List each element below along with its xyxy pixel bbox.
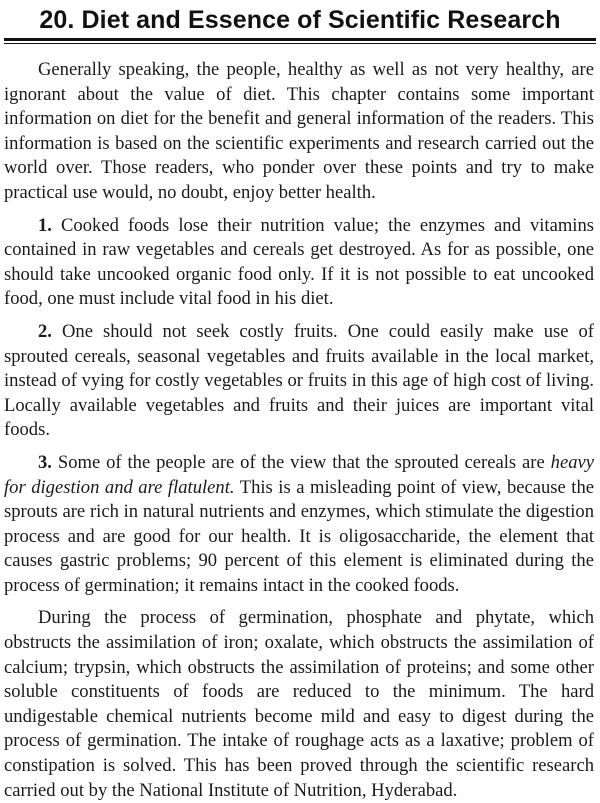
chapter-title: 20. Diet and Essence of Scientific Research xyxy=(39,6,561,34)
point-2-paragraph xyxy=(4,320,594,443)
point-3-number: 3. xyxy=(38,451,52,473)
intro-paragraph xyxy=(4,58,594,206)
germination-paragraph xyxy=(4,606,594,803)
chapter-body xyxy=(4,58,596,803)
germination-paragraph-text: During the process of germination, phosphate and phytate, which obstructs the assimilation of iron; oxalate, which obstructs the assimilation of calcium; trypsin, which obstructs the assimilation of proteins; and some other soluble constituents of foods are reduced to the minimum. The hard undigestable chemical nutrients become mild and easy to digest during the process of germination. The intake of roughage acts as a laxative; problem of constipation is solved. This has been proved through the scientific research carried out by the National Institute of Nutrition, Hyderabad. xyxy=(4,607,594,801)
point-1-paragraph xyxy=(4,214,594,312)
point-2-text: One should not seek costly fruits. One could easily make use of sprouted cereals, seasonal vegetables and fruits available in the local market, instead of vying for costly vegetables or fruits in this age of high cost of living. Locally available vegetables and fruits and their juices are important vital foods. xyxy=(4,320,594,441)
point-3-paragraph xyxy=(4,451,594,599)
point-3-italic-phrase: heavy for digestion and are flatulent. xyxy=(4,451,594,498)
point-3-text-start: Some of the people are of the view that the sprouted cereals are xyxy=(57,451,545,473)
title-rule-thick xyxy=(4,38,596,41)
point-1-number: 1. xyxy=(38,214,52,236)
title-rule-thin xyxy=(4,43,596,44)
point-2-number: 2. xyxy=(38,320,52,342)
intro-paragraph-text: Generally speaking, the people, healthy as well as not very healthy, are ignorant about the value of diet. This chapter contains some important information on diet for the benefit and general information of the readers. This information is based on the scientific experiments and research carried out the world over. Those readers, who ponder over these points and try to make practical use would, no doubt, enjoy better health. xyxy=(4,59,594,203)
point-1-text: Cooked foods lose their nutrition value; the enzymes and vitamins contained in raw vegetables and cereals get destroyed. As for as possible, one should take uncooked organic food only. If it is not possible to eat uncooked food, one must include vital food in his diet. xyxy=(4,214,594,310)
title-underline xyxy=(4,38,596,44)
point-3-text-end: This is a misleading point of view, because the sprouts are rich in natural nutrients and enzymes, which stimulate the digestion process and are good for our health. It is oligosaccharide, the element that causes gastric problems; 90 percent of this element is eliminated during the process of germination; it remains intact in the cooked foods. xyxy=(4,476,595,596)
